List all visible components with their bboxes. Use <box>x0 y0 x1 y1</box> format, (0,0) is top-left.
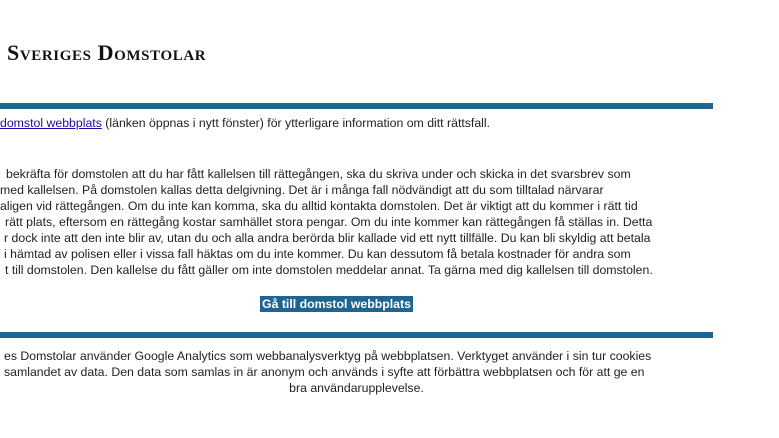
body-line-3: aligen vid rättegången. Om du inte kan komma, ska du alltid kontakta domstolen. Det är viktigt att du kommer i rätt tid <box>0 199 638 213</box>
cta-container <box>0 295 673 313</box>
body-line-5: r dock inte att den inte blir av, utan du och alla andra berörda blir kallade vid ett nytt tillfälle. Du kan bli skyldig att betala <box>4 231 651 245</box>
go-to-court-website-button[interactable]: Gå till domstol webbplats <box>262 297 411 311</box>
footer-line-2: samlandet av data. Den data som samlas in är anonym och används i syfte att förbättra webbplatsen och för att ge en <box>4 365 645 379</box>
intro-after-link: (länken öppnas i nytt fönster) för ytterligare information om ditt rättsfall. <box>101 116 491 130</box>
intro-text <box>0 115 490 131</box>
footer-line-3: bra användarupplevelse. <box>289 381 424 395</box>
site-logo[interactable]: Sveriges Domstolar <box>7 40 207 65</box>
bottom-divider <box>0 332 713 338</box>
body-line-1: bekräfta för domstolen att du har fått kallelsen till rättegången, ska du skriva under och skicka in det svarsbrev som <box>6 167 631 181</box>
body-line-6: i hämtad av polisen eller i vissa fall häktas om du inte kommer. Du kan dessutom få betala kostnader för andra som <box>4 247 631 261</box>
body-line-4: rätt plats, eftersom en rättegång kostar samhället stora pengar. Om du inte kommer kan rättegången få ställas in. Detta <box>5 215 653 229</box>
body-line-2: med kallelsen. På domstolen kallas detta delgivning. Det är i många fall nödvändigt att du som tilltalad närvarar <box>0 183 604 197</box>
top-divider <box>0 103 713 109</box>
domstol-webbplats-link[interactable]: domstol webbplats <box>0 116 102 130</box>
body-line-7: t till domstolen. Den kallelse du fått gäller om inte domstolen meddelar annat. Ta gärna med dig kallelsen till domstolen. <box>5 263 653 277</box>
footer-line-1: es Domstolar använder Google Analytics som webbanalysverktyg på webbplatsen. Verktyget använder i sin tur cookies <box>4 349 652 363</box>
